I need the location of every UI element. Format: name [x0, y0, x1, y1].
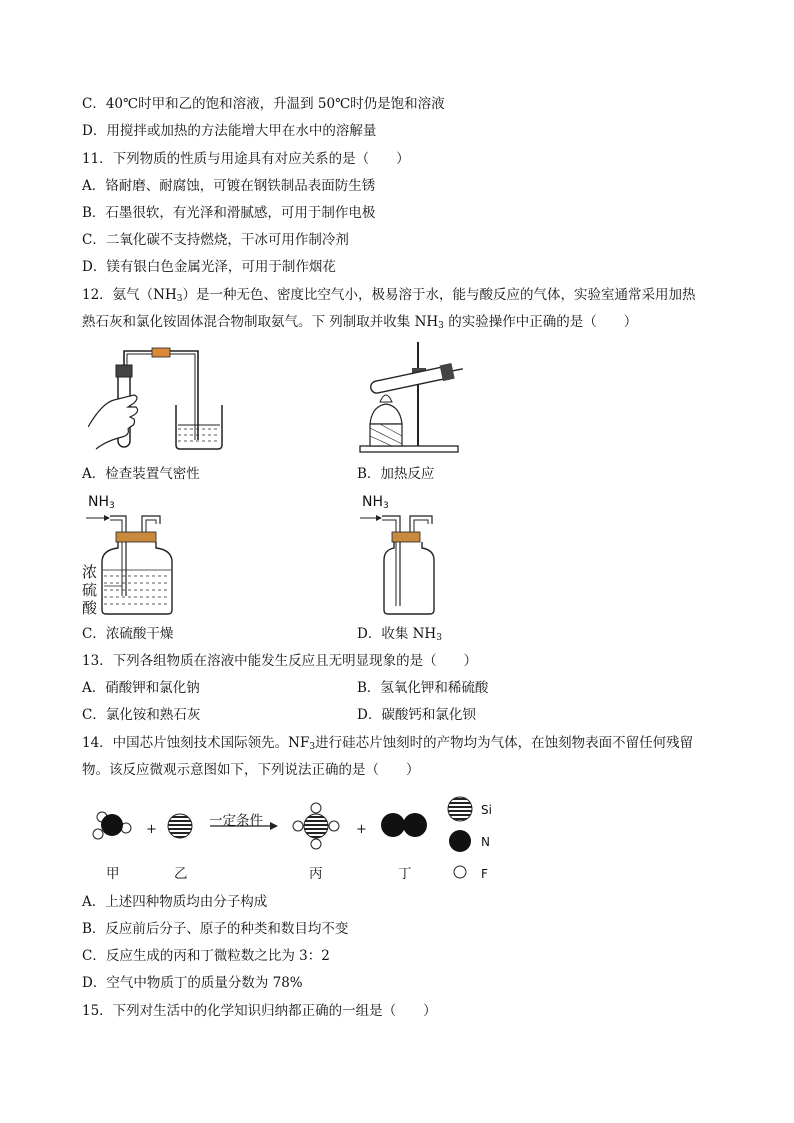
q11-option-d: D．镁有银白色金属光泽，可用于制作烟花 [82, 259, 336, 275]
figure-14-label-jia: 甲 [106, 866, 120, 882]
legend-f-swatch [454, 866, 466, 878]
figure-a-caption: A．检查装置气密性 [82, 466, 200, 482]
bing-si-atom [304, 814, 328, 838]
figure-c-acid-label-2: 硫 [82, 581, 98, 599]
legend-si-label: Si [481, 803, 492, 817]
q13-option-a: A．硝酸钾和氯化钠 [82, 680, 200, 696]
q11-stem: 11．下列物质的性质与用途具有对应关系的是（ ） [82, 151, 410, 167]
legend-n-label: N [481, 835, 490, 849]
q11-option-b: B．石墨很软，有光泽和滑腻感，可用于制作电极 [82, 205, 376, 221]
figure-14-label-yi: 乙 [174, 866, 188, 882]
figure-c-drying-bottle [82, 510, 192, 618]
figure-14-legend [446, 794, 476, 884]
q14-option-c: C．反应生成的丙和丁微粒数之比为 3：2 [82, 948, 330, 964]
bing-f-atom-4 [329, 821, 339, 831]
q14-option-d: D．空气中物质丁的质量分数为 78% [82, 975, 303, 991]
figure-d-collection-bottle [356, 510, 446, 618]
figure-c-nh3-label: $NH_3$ [88, 494, 115, 511]
q12-stem-line2: 熟石灰和氯化铵固体混合物制取氨气。下 列制取并收集 $NH_3$ 的实验操作中正确的是（ ） [82, 314, 638, 331]
q13-option-b: B．氢氧化钾和稀硫酸 [357, 680, 489, 696]
figure-b-caption: B．加热反应 [357, 466, 435, 482]
ding-n-atom-2 [403, 813, 427, 837]
jia-f-atom-2 [93, 829, 103, 839]
figure-b-heating-setup [350, 340, 470, 458]
figure-14-arrow-label: 一定条件 [209, 813, 263, 829]
figure-d-nh3-label: $NH_3$ [362, 494, 389, 511]
q10-option-d: D．用搅拌或加热的方法能增大甲在水中的溶解量 [82, 123, 377, 139]
yi-si-atom [168, 814, 192, 838]
bing-f-atom-1 [311, 803, 321, 813]
figure-a-airtightness-check [88, 345, 238, 455]
figure-c-caption: C．浓硫酸干燥 [82, 626, 174, 642]
q10-option-c: C．40℃时甲和乙的饱和溶液，升温到 50℃时仍是饱和溶液 [82, 96, 445, 112]
legend-si-swatch [448, 797, 472, 821]
bing-f-atom-3 [293, 821, 303, 831]
q13-option-d: D．碳酸钙和氯化钡 [357, 707, 476, 723]
bing-f-atom-2 [311, 839, 321, 849]
figure-d-caption: D．收集 $NH_3$ [357, 626, 442, 643]
figure-14-label-ding: 丁 [398, 866, 412, 882]
legend-f-label: F [481, 867, 488, 881]
q11-option-a: A．铬耐磨、耐腐蚀，可镀在钢铁制品表面防生锈 [82, 178, 376, 194]
figure-c-acid-label-3: 酸 [82, 599, 98, 617]
figure-14-plus-2: + [356, 822, 367, 837]
legend-n-swatch [449, 830, 471, 852]
figure-14-label-bing: 丙 [309, 866, 323, 882]
q13-option-c: C．氯化铵和熟石灰 [82, 707, 201, 723]
figure-c-acid-label-1: 浓 [82, 563, 98, 581]
q12-stem-line1: 12．氨气$(NH_3)$是一种无色、密度比空气小，极易溶于水，能与酸反应的气体，实验室通常采用加热 [82, 287, 696, 304]
q15-stem: 15．下列对生活中的化学知识归纳都正确的一组是（ ） [82, 1003, 437, 1019]
q13-stem: 13．下列各组物质在溶液中能发生反应且无明显现象的是（ ） [82, 653, 478, 669]
q14-option-a: A．上述四种物质均由分子构成 [82, 894, 268, 910]
ding-n-atom-1 [381, 813, 405, 837]
q14-stem-line1: 14．中国芯片蚀刻技术国际领先。$NF_3$进行硅芯片蚀刻时的产物均为气体，在蚀刻物表面不留任何残留 [82, 735, 694, 752]
jia-n-atom [101, 814, 123, 836]
q11-option-c: C．二氧化碳不支持燃烧，干冰可用作制冷剂 [82, 232, 349, 248]
figure-14-plus-1: + [146, 822, 157, 837]
q14-option-b: B．反应前后分子、原子的种类和数目均不变 [82, 921, 349, 937]
q14-stem-line2: 物。该反应微观示意图如下，下列说法正确的是（ ） [82, 762, 420, 778]
